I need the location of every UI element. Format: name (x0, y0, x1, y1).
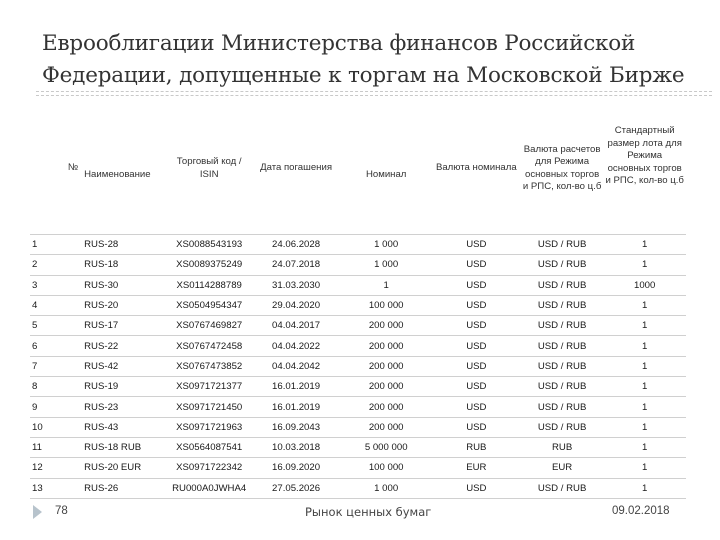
table-row (30, 458, 686, 478)
cell-maturity: 16.09.2020 (252, 458, 341, 478)
cell-isin: XS0971721963 (167, 417, 252, 437)
title-divider (36, 91, 712, 92)
header-lot-size: Стандартный размер лота для Режима основных торгов и РПС, кол-во ц.б (603, 103, 686, 235)
cell-name: RUS-28 (82, 235, 167, 255)
cell-maturity: 29.04.2020 (252, 295, 341, 315)
cell-nominal-currency: RUB (432, 437, 521, 457)
cell-settlement-currency: USD / RUB (521, 255, 604, 275)
footer-subject: Рынок ценных бумаг (305, 505, 432, 519)
table-row (30, 275, 686, 295)
header-settlement-currency: Валюта расчетов для Режима основных торгов и РПС, кол-во ц.б (521, 103, 604, 235)
cell-number: 10 (30, 417, 82, 437)
cell-settlement-currency: USD / RUB (521, 397, 604, 417)
cell-nominal-currency: USD (432, 316, 521, 336)
cell-name: RUS-23 (82, 397, 167, 417)
cell-nominal-currency: USD (432, 255, 521, 275)
cell-isin: XS0971722342 (167, 458, 252, 478)
cell-isin: XS0971721377 (167, 377, 252, 397)
cell-maturity: 04.04.2042 (252, 356, 341, 376)
table-header-row (30, 103, 686, 235)
cell-maturity: 16.01.2019 (252, 397, 341, 417)
header-name: Наименование (82, 103, 167, 235)
cell-settlement-currency: USD / RUB (521, 356, 604, 376)
table-row (30, 417, 686, 437)
cell-nominal-currency: USD (432, 295, 521, 315)
cell-number: 6 (30, 336, 82, 356)
cell-number: 3 (30, 275, 82, 295)
cell-name: RUS-22 (82, 336, 167, 356)
cell-lot-size: 1 (603, 295, 686, 315)
table-row (30, 437, 686, 457)
cell-settlement-currency: USD / RUB (521, 235, 604, 255)
cell-nominal: 100 000 (341, 295, 432, 315)
cell-isin: XS0114288789 (167, 275, 252, 295)
cell-number: 8 (30, 377, 82, 397)
cell-lot-size: 1 (603, 377, 686, 397)
slide-title: Еврооблигации Министерства финансов Российской Федерации, допущенные к торгам на Московской Бирже (42, 31, 685, 88)
cell-lot-size: 1 (603, 478, 686, 498)
cell-number: 7 (30, 356, 82, 376)
cell-nominal: 5 000 000 (341, 437, 432, 457)
cell-isin: XS0767469827 (167, 316, 252, 336)
cell-maturity: 31.03.2030 (252, 275, 341, 295)
cell-lot-size: 1 (603, 336, 686, 356)
cell-maturity: 04.04.2017 (252, 316, 341, 336)
page-number: 78 (55, 505, 68, 517)
cell-lot-size: 1 (603, 397, 686, 417)
cell-maturity: 16.09.2043 (252, 417, 341, 437)
cell-number: 4 (30, 295, 82, 315)
table-row (30, 316, 686, 336)
cell-settlement-currency: USD / RUB (521, 478, 604, 498)
cell-nominal-currency: USD (432, 377, 521, 397)
cell-maturity: 10.03.2018 (252, 437, 341, 457)
cell-maturity: 24.06.2028 (252, 235, 341, 255)
title-divider-secondary (36, 95, 712, 96)
cell-nominal: 200 000 (341, 417, 432, 437)
header-number: № (30, 103, 82, 235)
cell-name: RUS-26 (82, 478, 167, 498)
cell-settlement-currency: EUR (521, 458, 604, 478)
cell-name: RUS-20 (82, 295, 167, 315)
cell-name: RUS-18 (82, 255, 167, 275)
cell-settlement-currency: USD / RUB (521, 275, 604, 295)
cell-maturity: 04.04.2022 (252, 336, 341, 356)
table-row (30, 235, 686, 255)
header-nominal-currency: Валюта номинала (432, 103, 521, 235)
cell-settlement-currency: USD / RUB (521, 316, 604, 336)
cell-isin: XS0089375249 (167, 255, 252, 275)
cell-nominal-currency: USD (432, 478, 521, 498)
eurobond-table (30, 103, 686, 499)
cell-settlement-currency: USD / RUB (521, 336, 604, 356)
cell-lot-size: 1 (603, 316, 686, 336)
cell-lot-size: 1 (603, 356, 686, 376)
table-row (30, 356, 686, 376)
cell-nominal-currency: USD (432, 336, 521, 356)
cell-nominal-currency: USD (432, 417, 521, 437)
table-row (30, 336, 686, 356)
cell-settlement-currency: USD / RUB (521, 377, 604, 397)
cell-name: RUS-19 (82, 377, 167, 397)
cell-isin: XS0767472458 (167, 336, 252, 356)
cell-lot-size: 1 (603, 417, 686, 437)
cell-nominal-currency: USD (432, 356, 521, 376)
cell-settlement-currency: RUB (521, 437, 604, 457)
cell-number: 2 (30, 255, 82, 275)
cell-name: RUS-42 (82, 356, 167, 376)
cell-number: 5 (30, 316, 82, 336)
header-nominal: Номинал (341, 103, 432, 235)
cell-number: 9 (30, 397, 82, 417)
table-row (30, 255, 686, 275)
cell-number: 12 (30, 458, 82, 478)
cell-lot-size: 1 (603, 458, 686, 478)
cell-nominal: 200 000 (341, 316, 432, 336)
cell-nominal: 200 000 (341, 336, 432, 356)
cell-name: RUS-17 (82, 316, 167, 336)
table-row (30, 295, 686, 315)
cell-nominal-currency: USD (432, 275, 521, 295)
cell-maturity: 24.07.2018 (252, 255, 341, 275)
table-row (30, 478, 686, 498)
cell-lot-size: 1 (603, 255, 686, 275)
cell-nominal-currency: USD (432, 397, 521, 417)
cell-isin: XS0564087541 (167, 437, 252, 457)
cell-name: RUS-43 (82, 417, 167, 437)
cell-name: RUS-30 (82, 275, 167, 295)
cell-nominal: 200 000 (341, 356, 432, 376)
cell-isin: XS0767473852 (167, 356, 252, 376)
header-maturity: Дата погашения (252, 103, 341, 235)
cell-isin: XS0504954347 (167, 295, 252, 315)
table-row (30, 377, 686, 397)
cell-isin: XS0971721450 (167, 397, 252, 417)
cell-maturity: 27.05.2026 (252, 478, 341, 498)
cell-nominal: 200 000 (341, 377, 432, 397)
cell-number: 13 (30, 478, 82, 498)
cell-isin: XS0088543193 (167, 235, 252, 255)
cell-nominal: 1 000 (341, 235, 432, 255)
cell-nominal: 1 000 (341, 478, 432, 498)
cell-lot-size: 1 (603, 437, 686, 457)
cell-settlement-currency: USD / RUB (521, 295, 604, 315)
cell-settlement-currency: USD / RUB (521, 417, 604, 437)
cell-name: RUS-18 RUB (82, 437, 167, 457)
cell-nominal: 1 (341, 275, 432, 295)
cell-lot-size: 1 (603, 235, 686, 255)
cell-number: 1 (30, 235, 82, 255)
header-isin: Торговый код / ISIN (167, 103, 252, 235)
cell-lot-size: 1000 (603, 275, 686, 295)
cell-maturity: 16.01.2019 (252, 377, 341, 397)
cell-name: RUS-20 EUR (82, 458, 167, 478)
cell-isin: RU000A0JWHA4 (167, 478, 252, 498)
footer-date: 09.02.2018 (612, 505, 670, 517)
cell-nominal-currency: EUR (432, 458, 521, 478)
cell-nominal: 1 000 (341, 255, 432, 275)
cell-number: 11 (30, 437, 82, 457)
triangle-bullet-icon (33, 505, 42, 519)
cell-nominal: 100 000 (341, 458, 432, 478)
cell-nominal: 200 000 (341, 397, 432, 417)
cell-nominal-currency: USD (432, 235, 521, 255)
table-row (30, 397, 686, 417)
